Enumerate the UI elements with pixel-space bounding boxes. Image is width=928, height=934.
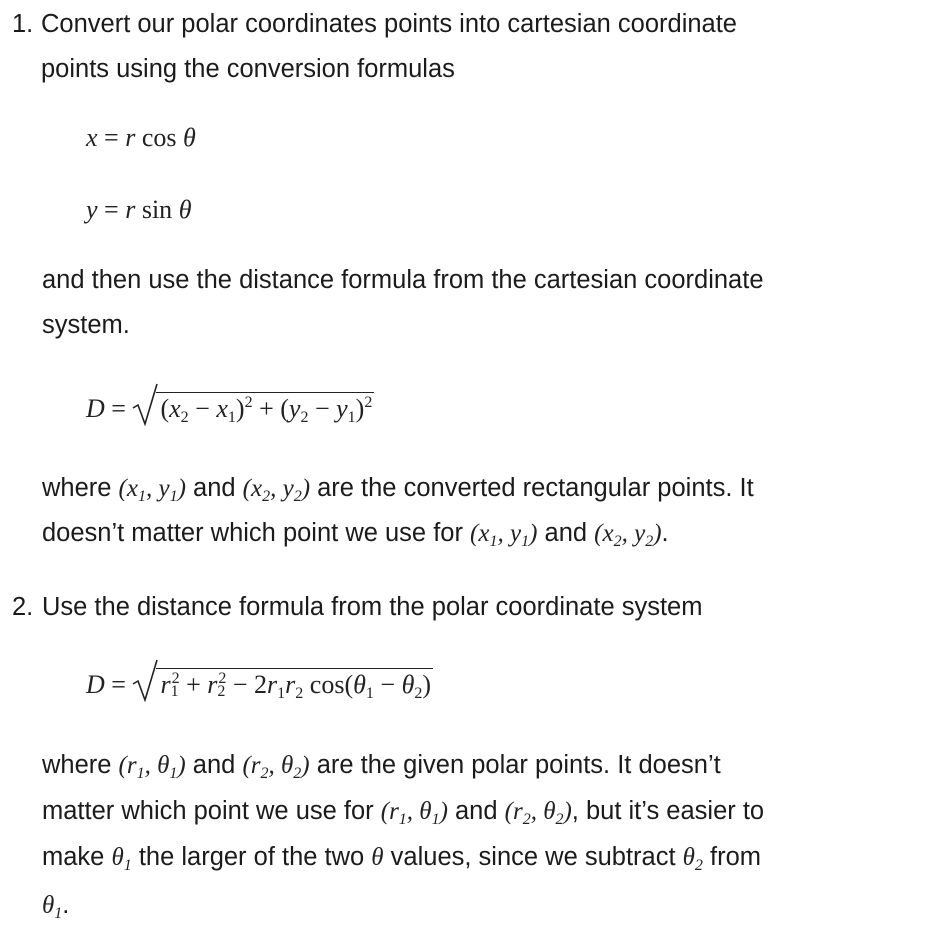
item-1-line-6: doesn’t matter which point we use for ($x_1$, $y_1$) and ($x_2$, $y_2$). <box>42 519 669 550</box>
radical-sign <box>132 658 158 702</box>
cartesian-distance-formula: D = $(x_2 - x_1)^2 + (y_2 - y_1)^2$ <box>86 392 374 425</box>
radical-sign <box>132 382 158 426</box>
item-2-line-3: matter which point we use for ($r_1$, $\theta_1$) and ($r_2$, $\theta_2$), but it’s easier to <box>42 797 765 828</box>
item-1-text-1: Convert our polar coordinates points into cartesian coordinate <box>41 10 737 38</box>
sqrt: $r_1^2 + r_2^2 - 2r_1r_2$ $\cos(\theta_1 - \theta_2)$ <box>132 668 433 701</box>
sqrt: $(x_2 - x_1)^2 + (y_2 - y_1)^2$ <box>132 392 374 425</box>
item-1-line-3: and then use the distance formula from the cartesian coordinate <box>42 266 764 294</box>
item-2-line-2: where ($r_1$, $\theta_1$) and ($r_2$, $\theta_2$) are the given polar points. It doesn’t <box>42 751 721 782</box>
formula-x: x = r cos θ <box>86 123 196 152</box>
formula-y: y = r sin θ <box>86 195 192 224</box>
polar-distance-formula: D = $r_1^2 + r_2^2 - 2r_1r_2$ $\cos(\theta_1 - \theta_2)$ <box>86 668 433 701</box>
item-2-line-5: $\theta_1$. <box>42 891 70 922</box>
item-2-line-4: make $\theta_1$ the larger of the two θ values, since we subtract $\theta_2$ from <box>42 843 762 874</box>
item-1-line-2: points using the conversion formulas <box>41 55 455 83</box>
item-2-text-1: Use the distance formula from the polar coordinate system <box>42 593 703 621</box>
item-1-number: 1. <box>12 10 34 38</box>
item-2-number: 2. <box>12 593 34 621</box>
item-1-line-4: system. <box>42 311 130 339</box>
item-1-line-5: where ($x_1$, $y_1$) and ($x_2$, $y_2$) are the converted rectangular points. It <box>42 474 754 505</box>
